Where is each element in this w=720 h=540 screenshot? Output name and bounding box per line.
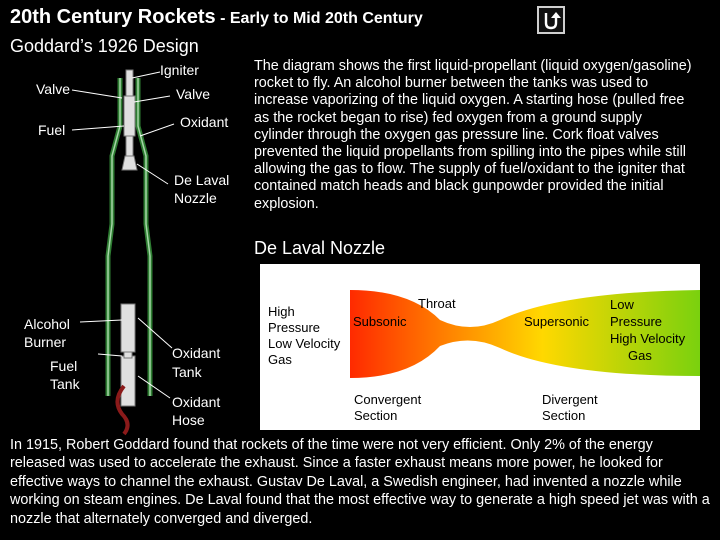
label-low-velocity: Low Velocity xyxy=(268,336,341,351)
page-title xyxy=(10,6,423,29)
label-gas: Gas xyxy=(268,352,292,367)
label-convergent: Convergent xyxy=(354,392,422,407)
label-pressure: Pressure xyxy=(268,320,321,335)
nozzle-heading: De Laval Nozzle xyxy=(254,238,386,258)
label-section-2: Section xyxy=(542,408,586,423)
label-oxidant-hose-2: Hose xyxy=(172,412,205,428)
return-arrow-icon xyxy=(539,8,563,32)
label-oxidant-tank-1: Oxidant xyxy=(172,345,221,361)
label-fuel: Fuel xyxy=(38,122,66,138)
label-section: Section xyxy=(354,408,398,423)
label-high-velocity: High Velocity xyxy=(610,331,686,346)
label-fuel-tank-2: Tank xyxy=(50,376,80,392)
title-suffix: - Early to Mid 20th Century xyxy=(215,10,423,27)
label-de-laval: De Laval xyxy=(174,172,230,188)
label-throat: Throat xyxy=(418,296,456,311)
label-supersonic: Supersonic xyxy=(524,314,590,329)
page-subtitle: Goddard’s 1926 Design xyxy=(10,36,199,56)
label-gas-2: Gas xyxy=(628,348,652,363)
label-valve-right: Valve xyxy=(176,86,210,102)
label-pressure-2: Pressure xyxy=(610,314,663,329)
label-valve-left: Valve xyxy=(36,81,70,97)
rocket-diagram xyxy=(0,56,250,436)
label-igniter: Igniter xyxy=(160,62,199,78)
label-high: High xyxy=(268,304,295,319)
title-main: 20th Century Rockets xyxy=(10,6,216,28)
return-button[interactable] xyxy=(537,6,565,34)
upper-motor xyxy=(122,70,137,170)
label-fuel-tank-1: Fuel xyxy=(50,358,78,374)
label-alcohol: Alcohol xyxy=(24,316,70,332)
label-burner: Burner xyxy=(24,334,67,350)
bottom-paragraph: In 1915, Robert Goddard found that rockets of the time were not very efficient. Only 2% of the energy released was used to accelerate the exhaust. Since a faster exhaust means more power, he looked for effective ways to channel the exhaust. Gustav De Laval, a Swedish engineer, had invented a nozzle while working on steam engines. De Laval found that the most effective way to generate a high speed jet was with a nozzle that alternately converged and diverged. xyxy=(10,437,710,527)
label-divergent: Divergent xyxy=(542,392,598,407)
description-text: The diagram shows the first liquid-propellant (liquid oxygen/gasoline) rocket to fly. An alcohol burner between the tanks was used to increase vaporizing of the liquid oxygen. A starting hose (pulled free as the rocket began to rise) fed oxygen from a ground supply cylinder through the oxygen gas pressure line. Cork float valves prevented the liquid propellants from spilling into the pipes while still allowing the gas to flow. The supply of fuel/oxidant to the igniter that contained match heads and black gunpowder provided the initial explosion. xyxy=(254,58,692,212)
label-nozzle: Nozzle xyxy=(174,190,217,206)
lower-tanks xyxy=(121,304,135,406)
label-oxidant: Oxidant xyxy=(180,114,229,130)
label-low: Low xyxy=(610,297,634,312)
label-subsonic: Subsonic xyxy=(353,314,407,329)
label-oxidant-hose-1: Oxidant xyxy=(172,394,221,410)
label-oxidant-tank-2: Tank xyxy=(172,364,202,380)
